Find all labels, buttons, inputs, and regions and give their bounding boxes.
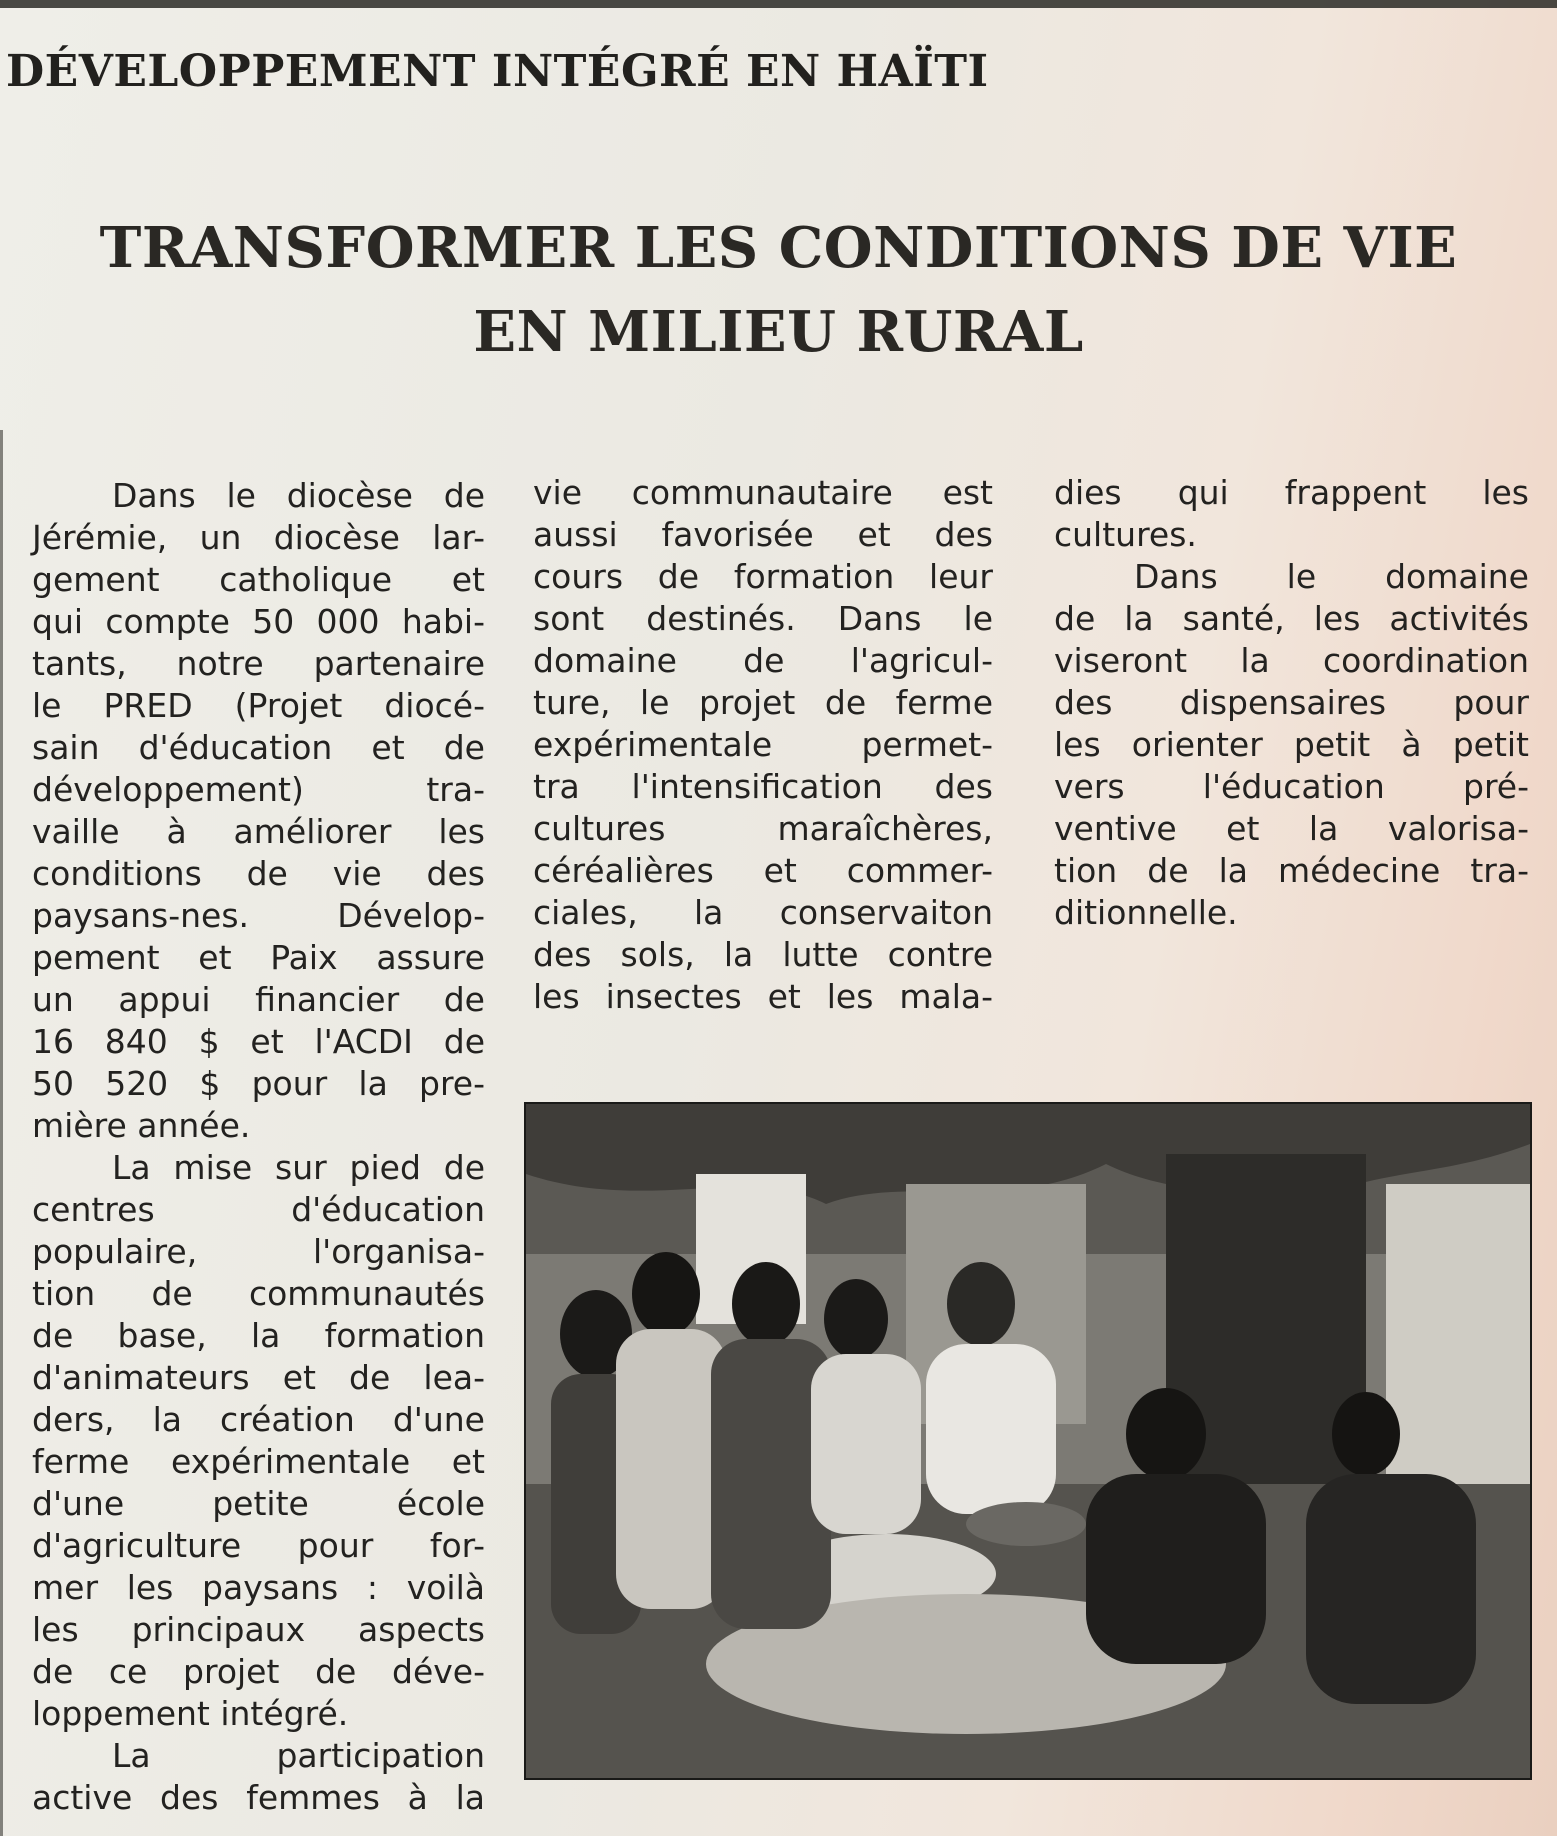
article-photo <box>524 1102 1532 1780</box>
article-column-2 <box>533 472 993 1018</box>
text-line: ture, le projet de ferme <box>533 683 993 722</box>
text-line: des dispensaires pour <box>1054 683 1529 722</box>
photo-women-working-at-table <box>526 1104 1530 1778</box>
text-line: Dans le domaine <box>1134 557 1529 596</box>
text-line: mière année. <box>32 1106 251 1145</box>
text-line: tion de communautés <box>32 1274 485 1313</box>
text-line: tion de la médecine tra- <box>1054 851 1529 890</box>
text-line: aussi favorisée et des <box>533 515 993 554</box>
text-line: les principaux aspects <box>32 1610 485 1649</box>
text-line: expérimentale permet- <box>533 725 993 764</box>
text-line: développement) tra- <box>32 770 485 809</box>
text-line: cultures. <box>1054 515 1197 554</box>
text-line: paysans-nes. Dévelop- <box>32 896 485 935</box>
text-line: 16 840 $ et l'ACDI de <box>32 1022 485 1061</box>
text-line: populaire, l'organisa- <box>32 1232 485 1271</box>
section-kicker: DÉVELOPPEMENT INTÉGRÉ EN HAÏTI <box>6 46 989 97</box>
text-line: de ce projet de déve- <box>32 1652 485 1691</box>
text-line: La mise sur pied de <box>112 1148 485 1187</box>
text-line: centres d'éducation <box>32 1190 485 1229</box>
text-line: vers l'éducation pré- <box>1054 767 1529 806</box>
text-line: gement catholique et <box>32 560 485 599</box>
text-line: pement et Paix assure <box>32 938 485 977</box>
text-line: sont destinés. Dans le <box>533 599 993 638</box>
text-line: 50 520 $ pour la pre- <box>32 1064 485 1103</box>
article-column-3 <box>1054 472 1529 934</box>
text-line: ders, la création d'une <box>32 1400 485 1439</box>
text-line: tra l'intensification des <box>533 767 993 806</box>
text-line: les orienter petit à petit <box>1054 725 1529 764</box>
text-line: céréalières et commer- <box>533 851 993 890</box>
text-line: d'agriculture pour for- <box>32 1526 485 1565</box>
text-line: dies qui frappent les <box>1054 473 1529 512</box>
text-line: ciales, la conservaiton <box>533 893 993 932</box>
text-line: loppement intégré. <box>32 1694 349 1733</box>
text-line: mer les paysans : voilà <box>32 1568 485 1607</box>
text-line: ferme expérimentale et <box>32 1442 485 1481</box>
text-line: le PRED (Projet diocé- <box>32 686 485 725</box>
text-line: conditions de vie des <box>32 854 485 893</box>
text-line: cours de formation leur <box>533 557 993 596</box>
text-line: de la santé, les activités <box>1054 599 1529 638</box>
text-line: ditionnelle. <box>1054 893 1238 932</box>
text-line: vaille à améliorer les <box>32 812 485 851</box>
text-line: La participation <box>112 1736 485 1775</box>
text-line: active des femmes à la <box>32 1778 485 1817</box>
text-line: Jérémie, un diocèse lar- <box>32 518 485 557</box>
text-line: d'une petite école <box>32 1484 485 1523</box>
text-line: domaine de l'agricul- <box>533 641 993 680</box>
text-line: ventive et la valorisa- <box>1054 809 1529 848</box>
headline-line-2: EN MILIEU RURAL <box>473 299 1084 365</box>
headline-line-1: TRANSFORMER LES CONDITIONS DE VIE <box>99 215 1458 281</box>
text-line: d'animateurs et de lea- <box>32 1358 485 1397</box>
text-line: les insectes et les mala- <box>533 977 993 1016</box>
text-line: qui compte 50 000 habi- <box>32 602 485 641</box>
text-line: un appui financier de <box>32 980 485 1019</box>
article-headline <box>0 206 1557 374</box>
text-line: sain d'éducation et de <box>32 728 485 767</box>
text-line: vie communautaire est <box>533 473 993 512</box>
text-line: de base, la formation <box>32 1316 485 1355</box>
text-line: des sols, la lutte contre <box>533 935 993 974</box>
text-line: viseront la coordination <box>1054 641 1529 680</box>
text-line: cultures maraîchères, <box>533 809 993 848</box>
text-line: Dans le diocèse de <box>112 476 485 515</box>
article-column-1 <box>32 475 485 1819</box>
text-line: tants, notre partenaire <box>32 644 485 683</box>
